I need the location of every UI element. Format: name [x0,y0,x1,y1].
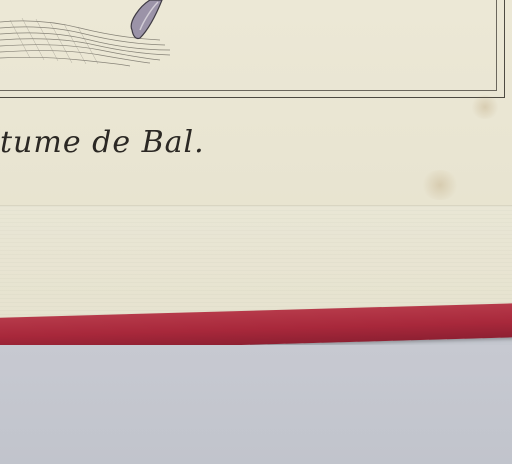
foxing-spot [420,170,460,200]
table-surface [0,345,512,464]
foxing-spot [470,95,500,119]
print-caption: tume de Bal. [0,125,205,160]
plate-border-inner [0,0,497,91]
